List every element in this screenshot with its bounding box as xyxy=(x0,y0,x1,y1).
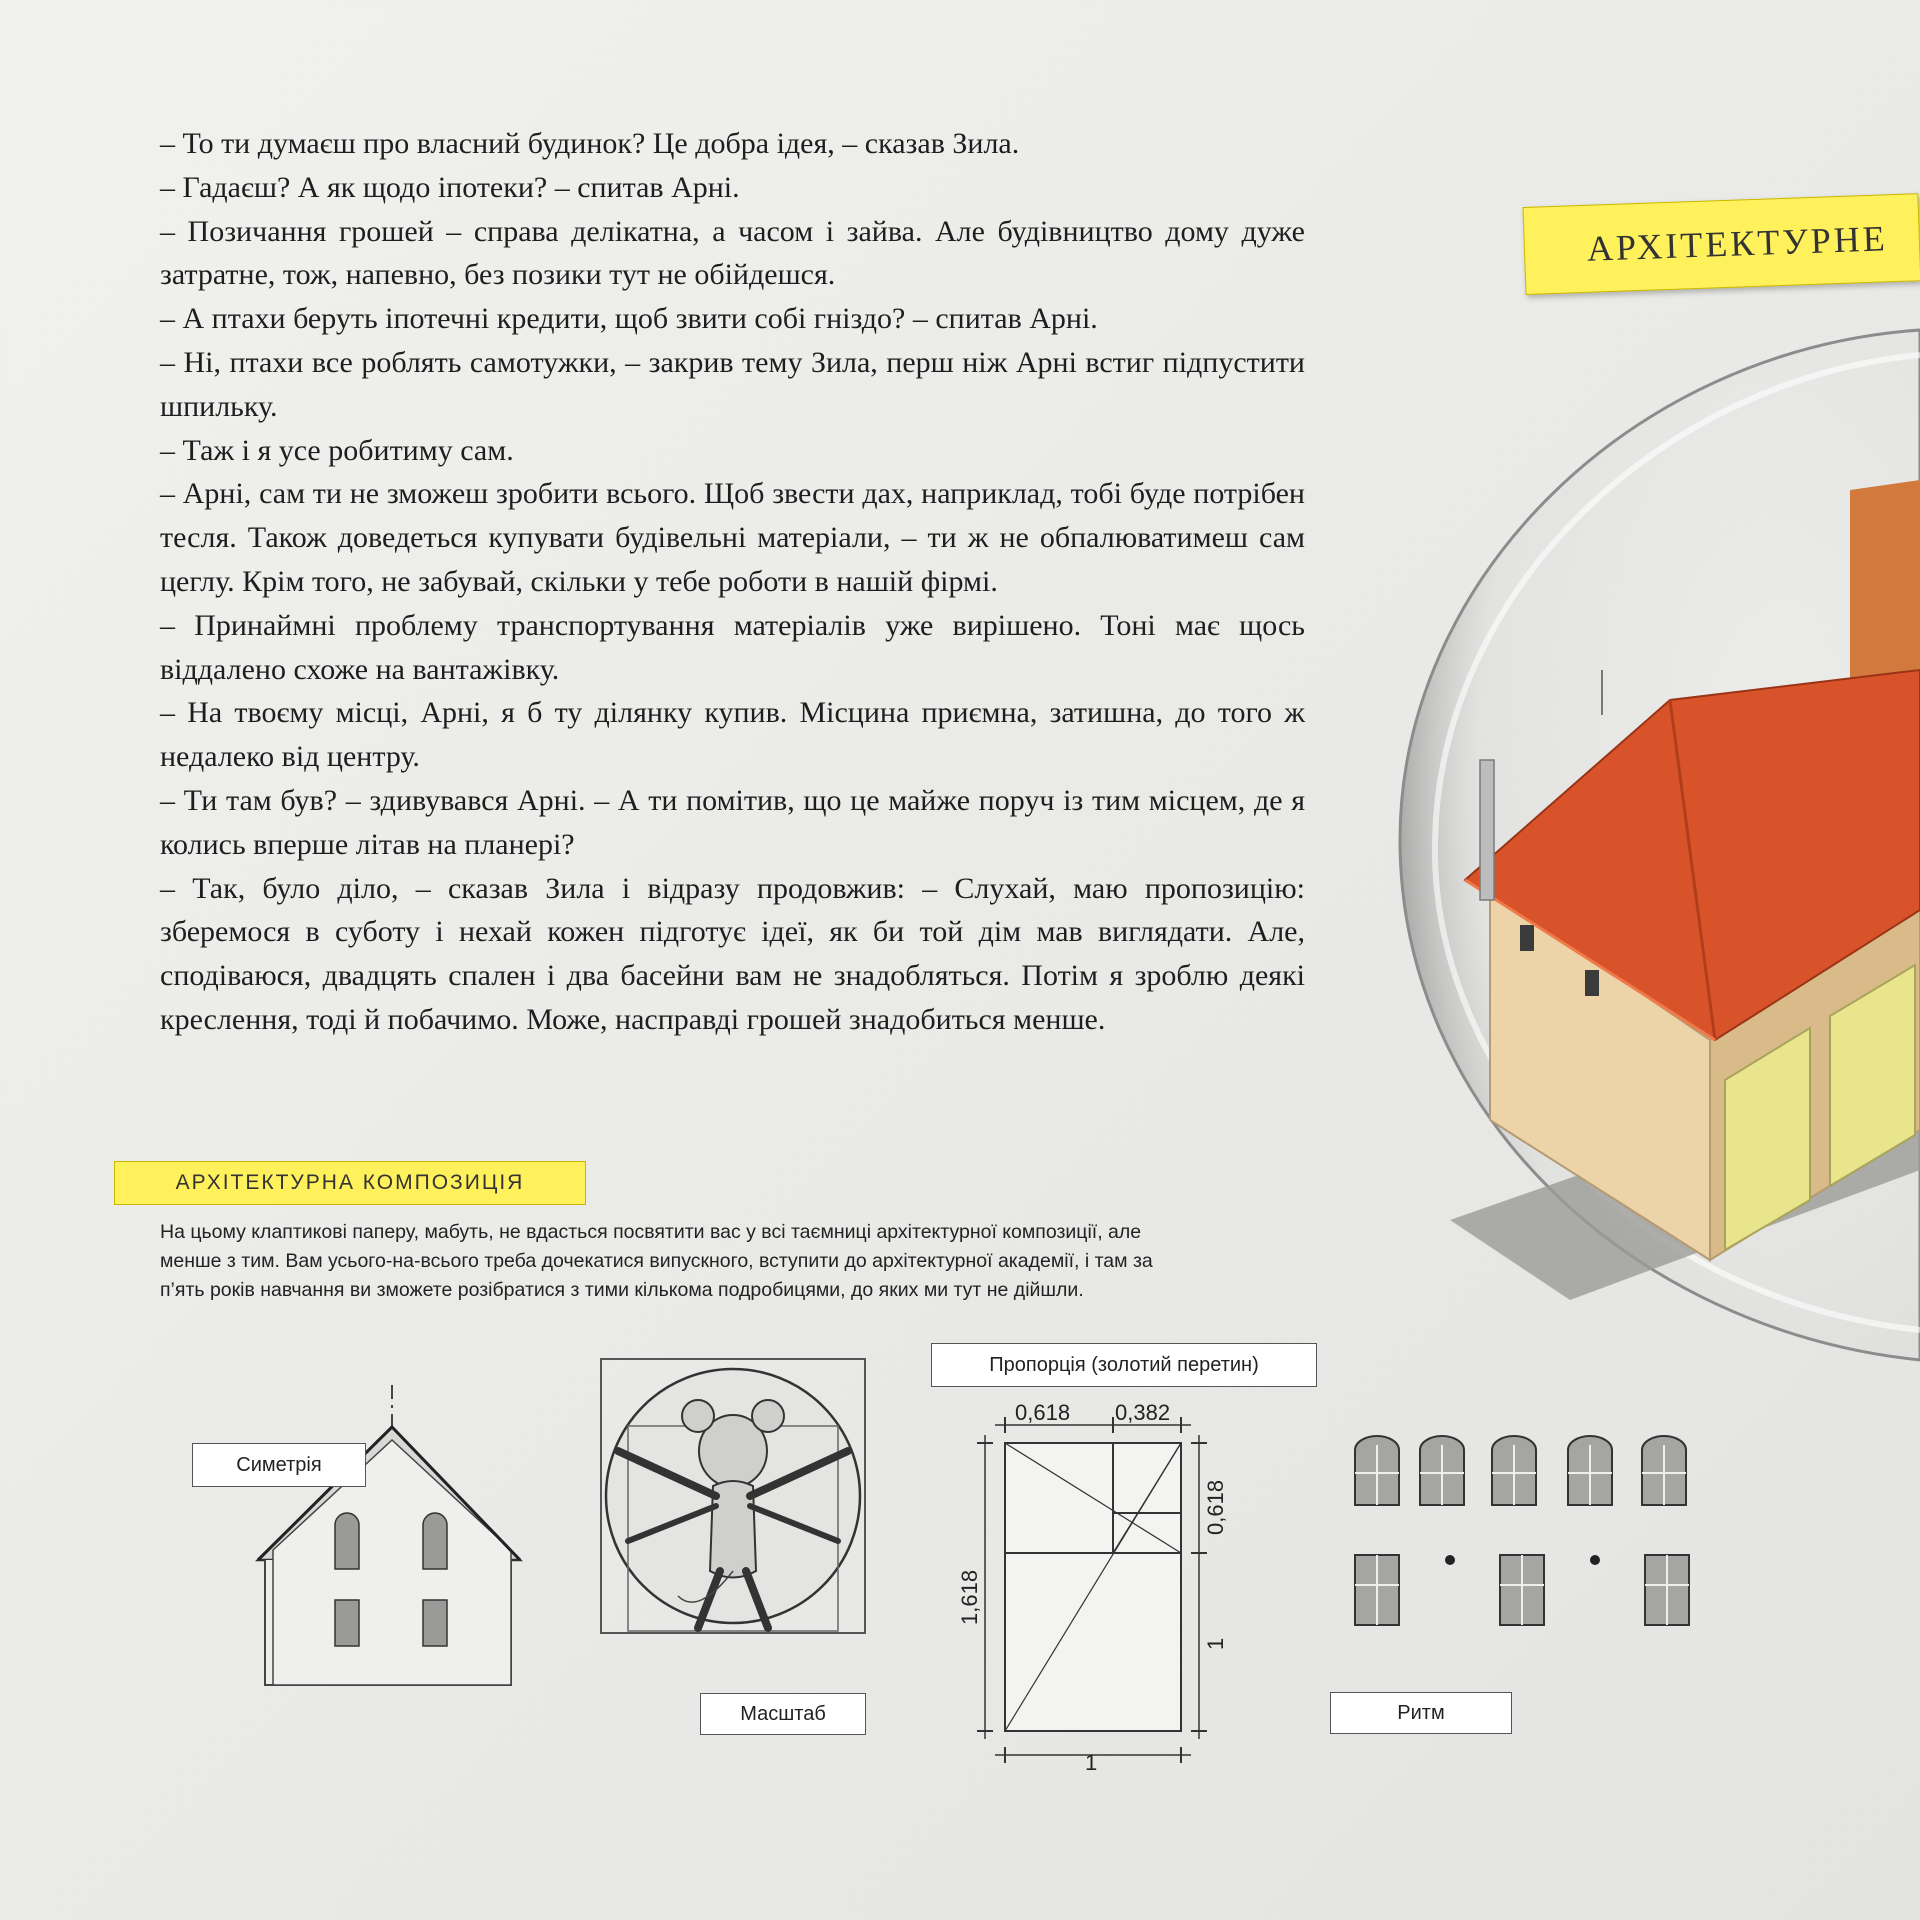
story-text xyxy=(160,122,1305,1042)
proportion-golden-section-drawing xyxy=(955,1400,1228,1775)
section-intro: На цьому клаптикові паперу, мабуть, не вдасться посвятити вас у всі таємниці архітектурної композиції, але менше з тим. Вам усього-на-всього треба дочекатися випускного, вступити до архітектурної академії, і там за п’ять років навчання ви зможете розібратися з тими кількома подробицями, до яких ми тут не дійшли. xyxy=(160,1221,1153,1301)
prop-label-top-left: 0,618 xyxy=(1015,1400,1071,1425)
story-paragraph-2: – Гадаєш? А як щодо іпотеки? – спитав Арні. xyxy=(160,170,740,204)
prop-label-right-top: 0,618 xyxy=(1203,1479,1228,1535)
story-paragraph-8: – Принаймні проблему транспортування матеріалів уже вирішено. Тоні має щось віддалено схоже на вантажівку. xyxy=(160,608,1305,686)
section-heading: АРХІТЕКТУРНА КОМПОЗИЦІЯ xyxy=(114,1161,586,1205)
story-paragraph-4: – А птахи беруть іпотечні кредити, щоб звити собі гніздо? – спитав Арні. xyxy=(160,302,1098,336)
symmetry-house-drawing xyxy=(255,1385,525,1695)
scale-vitruvian-drawing xyxy=(598,1356,868,1636)
story-paragraph-1: – То ти думаєш про власний будинок? Це добра ідея, – сказав Зила. xyxy=(160,127,1020,160)
story-paragraph-3: – Позичання грошей – справа делікатна, а часом і зайва. Але будівництво дому дуже затратне, тож, напевно, без позики тут не обійдешся. xyxy=(160,214,1305,292)
story-paragraph-7: – Арні, сам ти не зможеш зробити всього. Щоб звести дах, наприклад, тобі буде потрібен тесля. Також доведеться купувати будівельні матеріали, – ти ж не обпалюватимеш сам цеглу. Крім того, не забувай, скільки у тебе роботи в нашій фірмі. xyxy=(160,477,1305,598)
prop-label-top-right: 0,382 xyxy=(1115,1400,1171,1425)
story-paragraph-9: – На твоєму місці, Арні, я б ту ділянку купив. Місцина приємна, затишна, до того ж недалеко від центру. xyxy=(160,696,1305,774)
story-paragraph-11: – Так, було діло, – сказав Зила і відразу продовжив: – Слухай, маю пропозицію: зберемося в суботу і нехай кожен підготує ідеї, як би той дім мав виглядати. Але, сподіваюся, двадцять спален і два басейни вам не знадобляться. Потім я зроблю деякі креслення, тоді й побачимо. Може, насправді грошей знадобиться менше. xyxy=(160,871,1305,1036)
story-paragraph-10: – Ти там був? – здивувався Арні. – А ти помітив, що це майже поруч із тим місцем, де я колись вперше літав на планері? xyxy=(160,783,1305,861)
caption-rhythm: Ритм xyxy=(1330,1692,1512,1734)
caption-scale: Масштаб xyxy=(700,1693,866,1735)
bubble-house-illustration xyxy=(1380,320,1920,1380)
prop-label-left: 1,618 xyxy=(957,1569,982,1625)
prop-label-bottom: 1 xyxy=(1085,1750,1098,1775)
story-paragraph-6: – Таж і я усе робитиму сам. xyxy=(160,433,514,467)
caption-proportion: Пропорція (золотий перетин) xyxy=(931,1343,1317,1387)
rhythm-windows-drawing xyxy=(1350,1435,1700,1630)
prop-label-right-bottom: 1 xyxy=(1203,1637,1228,1650)
corner-tag: АРХІТЕКТУРНЕ xyxy=(1522,193,1920,295)
caption-symmetry: Симетрія xyxy=(192,1443,366,1487)
story-paragraph-5: – Ні, птахи все роблять самотужки, – закрив тему Зила, перш ніж Арні встиг підпустити шпильку. xyxy=(160,345,1305,423)
